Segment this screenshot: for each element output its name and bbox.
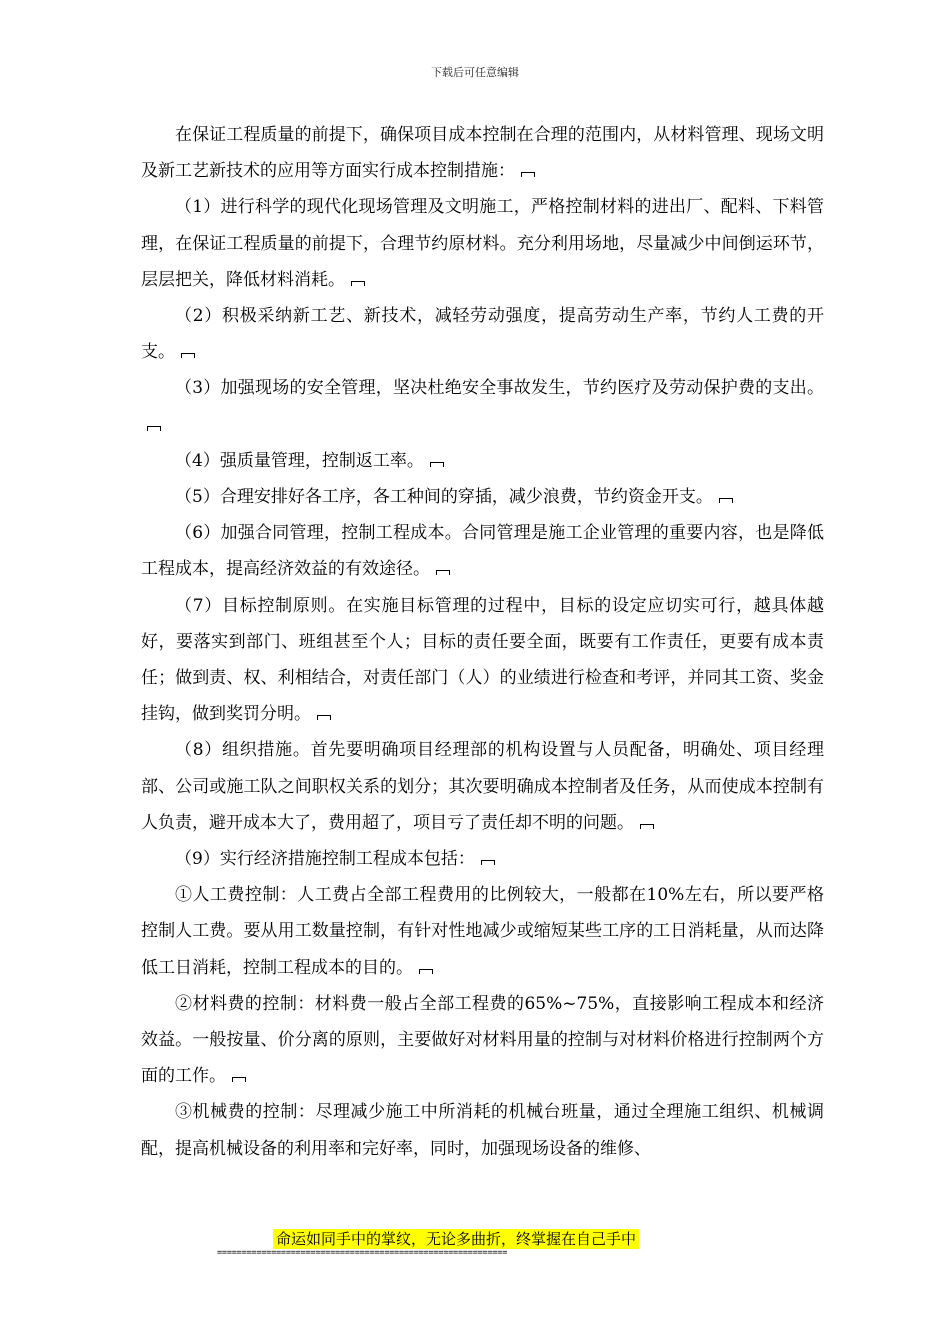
paragraph-mark-icon [430,462,444,467]
paragraph-text: ①人工费控制：人工费占全部工程费用的比例较大，一般都在10%左右，所以要严格控制人工费。要从用工数量控制，有针对性地减少或缩短某些工序的工日消耗量，从而达降低工日消耗，控制工程成本的目的。 [141,885,824,978]
paragraph-mark-icon [640,824,654,829]
paragraph-mark-icon [317,715,331,720]
paragraph-text: （3）加强现场的安全管理，坚决杜绝安全事故发生，节约医疗及劳动保护费的支出。 [175,378,824,399]
paragraph-text: （6）加强合同管理，控制工程成本。合同管理是施工企业管理的重要内容，也是降低工程成本，提高经济效益的有效途径。 [141,523,824,580]
paragraph-item-5 [141,479,824,515]
footer-slogan: 命运如同手中的掌纹，无论多曲折，终掌握在自己手中 [273,1229,639,1249]
paragraph-text: 在保证工程质量的前提下，确保项目成本控制在合理的范围内，从材料管理、现场文明及新工艺新技术的应用等方面实行成本控制措施： [141,125,824,182]
page-header: 下载后可任意编辑 [431,66,519,79]
paragraph-mark-icon [719,498,733,503]
paragraph-mark-icon [419,969,433,974]
document-body [141,117,824,1167]
paragraph-item-1 [141,189,824,298]
paragraph-item-9 [141,841,824,877]
paragraph-intro [141,117,824,189]
paragraph-text: （7）目标控制原则。在实施目标管理的过程中，目标的设定应切实可行，越具体越好，要落实到部门、班组甚至个人；目标的责任要全面，既要有工作责任，更要有成本责任；做到责、权、利相结合，对责任部门（人）的业绩进行检查和考评，并同其工资、奖金挂钩，做到奖罚分明。 [141,595,824,725]
paragraph-item-8 [141,732,824,841]
paragraph-text: ②材料费的控制：材料费一般占全部工程费的65%~75%，直接影响工程成本和经济效益。一般按量、价分离的原则，主要做好对材料用量的控制与对材料价格进行控制两个方面的工作。 [141,993,824,1087]
paragraph-mark-icon [181,353,195,358]
paragraph-text: （2）积极采纳新工艺、新技术，减轻劳动强度，提高劳动生产率，节约人工费的开支。 [141,306,824,363]
paragraph-item-2 [141,298,824,370]
paragraph-mark-icon [436,570,450,575]
paragraph-mark-icon [521,172,535,177]
paragraph-labor-cost [141,877,824,986]
paragraph-text: （8）组织措施。首先要明确项目经理部的机构设置与人员配备，明确处、项目经理部、公司或施工队之间职权关系的划分；其次要明确成本控制者及任务，从而使成本控制有人负责，避开成本大了，费用超了，项目亏了责任却不明的问题。 [141,740,824,833]
paragraph-item-3 [141,370,824,442]
paragraph-mark-icon [147,426,161,431]
paragraph-text: （4）强质量管理，控制返工率。 [175,450,424,471]
paragraph-machine-cost [141,1094,824,1166]
paragraph-item-4 [141,443,824,479]
paragraph-item-7 [141,588,824,733]
paragraph-text: （5）合理安排好各工序，各工种间的穿插，减少浪费，节约资金开支。 [175,487,713,508]
paragraph-text: （1）进行科学的现代化现场管理及文明施工，严格控制材料的进出厂、配料、下料管理，在保证工程质量的前提下，合理节约原材料。充分利用场地，尽量减少中间倒运环节，层层把关，降低材料消耗。 [141,197,824,290]
paragraph-item-6 [141,515,824,587]
paragraph-mark-icon [351,281,365,286]
paragraph-material-cost [141,986,824,1095]
paragraph-mark-icon [481,860,495,865]
footer-rule: =========================================================== [217,1248,508,1258]
paragraph-text: ③机械费的控制：尽理减少施工中所消耗的机械台班量，通过全理施工组织、机械调配，提高机械设备的利用率和完好率，同时，加强现场设备的维修、 [141,1102,824,1159]
paragraph-mark-icon [232,1077,246,1082]
paragraph-text: （9）实行经济措施控制工程成本包括： [175,849,475,870]
